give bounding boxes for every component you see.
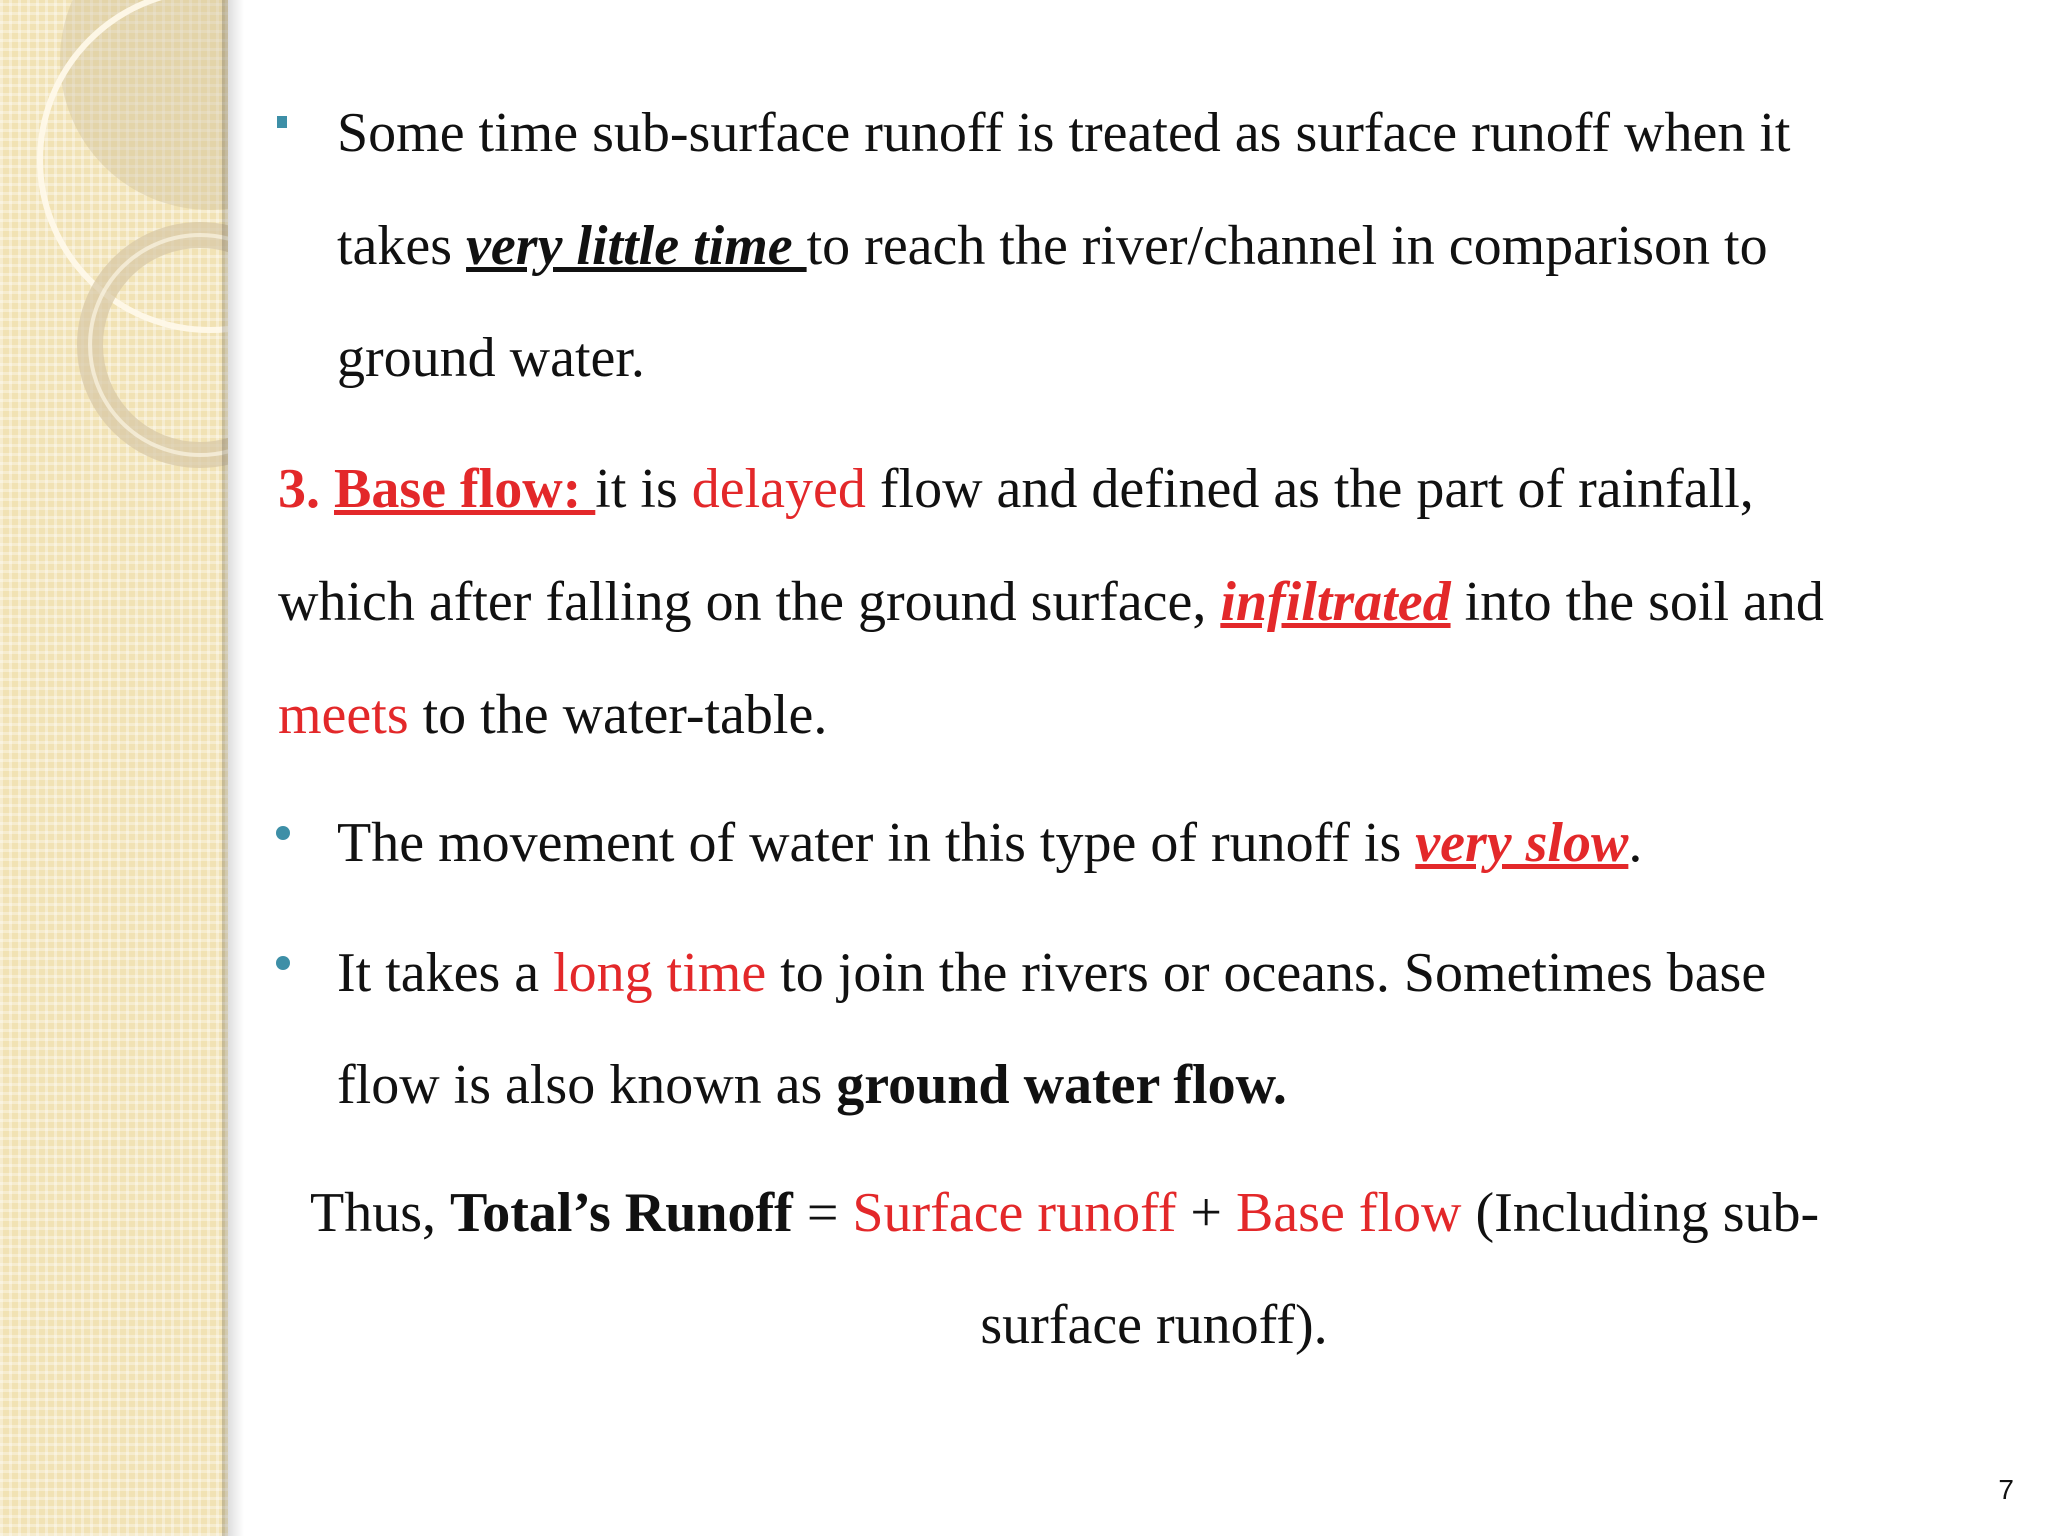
decorative-side-panel: [0, 0, 228, 1536]
side-panel-shadow: [222, 0, 244, 1536]
summary-line2: surface runoff).: [980, 1294, 1328, 1356]
summary-line1: Thus, Total’s Runoff = Surface runoff + Base flow (Including sub-: [310, 1182, 1820, 1244]
para1-line1: Some time sub-surface runoff is treated as surface runoff when it: [337, 102, 1791, 164]
bullet2-line1: It takes a long time to join the rivers or oceans. Sometimes base: [337, 942, 1767, 1004]
page-number: 7: [1998, 1474, 2014, 1505]
base-flow-line3: meets to the water-table.: [278, 684, 828, 746]
round-bullet-icon: [276, 956, 290, 970]
bullet1-line: The movement of water in this type of runoff is very slow.: [337, 812, 1643, 874]
bullet2-line2: flow is also known as ground water flow.: [337, 1054, 1287, 1116]
emphasis-very-little-time: very little time: [466, 215, 807, 277]
base-flow-heading: Base flow:: [334, 458, 596, 520]
base-flow-line1: 3. Base flow: it is delayed flow and defined as the part of rainfall,: [278, 458, 1754, 520]
para1-line3: ground water.: [337, 327, 645, 389]
emphasis-very-slow: very slow: [1415, 812, 1629, 874]
round-bullet-icon: [276, 826, 290, 840]
total-runoff-term: Total’s Runoff: [450, 1182, 793, 1244]
square-bullet-icon: [277, 116, 287, 128]
para1-line2: takes very little time to reach the river/channel in comparison to: [337, 215, 1768, 277]
emphasis-infiltrated: infiltrated: [1220, 571, 1451, 633]
decorative-rings: [0, 0, 228, 520]
base-flow-line2: which after falling on the ground surface, infiltrated into the soil and: [278, 571, 1824, 633]
